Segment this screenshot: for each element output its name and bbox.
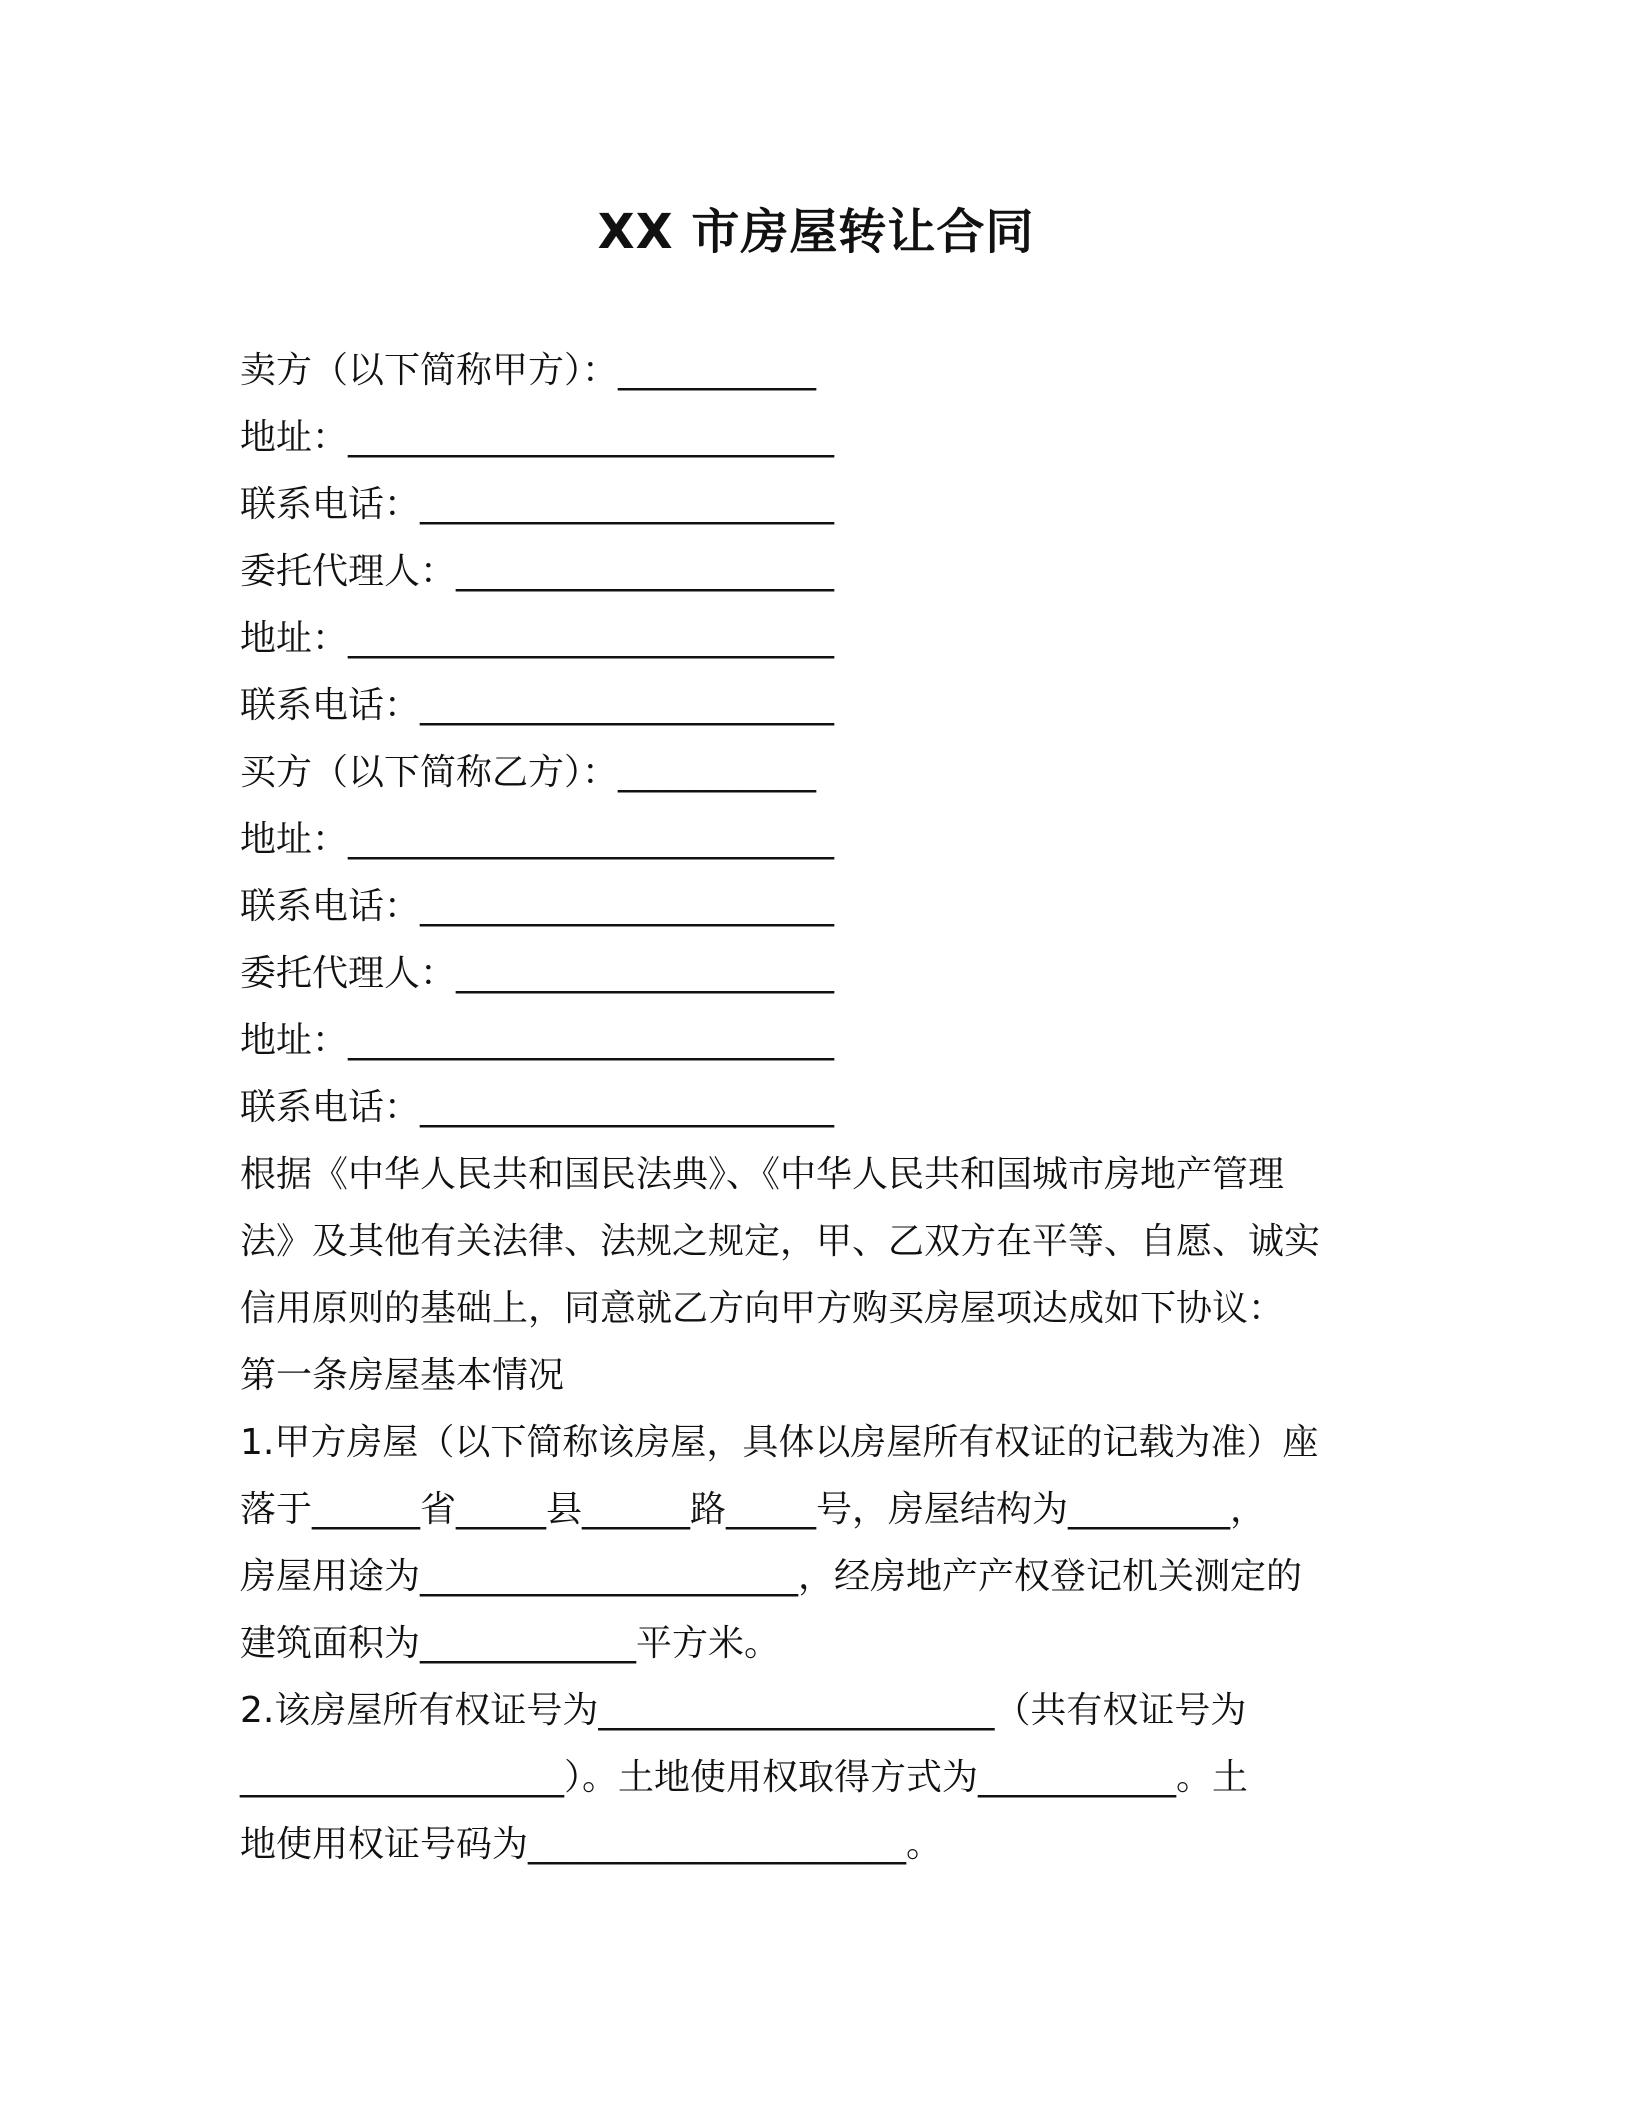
- seller-address-line: 地址：___________________________: [240, 417, 835, 458]
- preamble-line-1: 根据《中华人民共和国民法典》、《中华人民共和国城市房地产管理: [240, 1154, 1285, 1195]
- seller-agent-address-line: 地址：___________________________: [240, 618, 835, 659]
- article-1-heading: 第一条房屋基本情况: [240, 1355, 565, 1396]
- preamble-line-3: 信用原则的基础上，同意就乙方向甲方购买房屋项达成如下协议：: [240, 1288, 1285, 1329]
- document-content: [240, 337, 1400, 1878]
- seller-agent-line: 委托代理人：_____________________: [240, 551, 835, 592]
- buyer-agent-phone-line: 联系电话：_______________________: [240, 1087, 835, 1128]
- preamble-line-2: 法》及其他有关法律、法规之规定，甲、乙双方在平等、自愿、诚实: [240, 1221, 1321, 1262]
- document-title: XX 市房屋转让合同: [597, 204, 1035, 260]
- article-1-item-1-line-1: 1.甲方房屋（以下简称该房屋，具体以房屋所有权证的记载为准）座: [240, 1422, 1319, 1463]
- article-1-item-2-line-1: 2.该房屋所有权证号为______________________（共有权证号为: [240, 1690, 1247, 1731]
- article-1-item-2-line-2: __________________）。土地使用权取得方式为___________。土: [240, 1757, 1249, 1798]
- seller-phone-line: 联系电话：_______________________: [240, 484, 835, 525]
- buyer-phone-line: 联系电话：_______________________: [240, 886, 835, 927]
- article-1-item-1-line-4: 建筑面积为____________平方米。: [240, 1623, 781, 1664]
- article-1-item-1-line-2: 落于______省_____县______路_____号，房屋结构为_________，: [240, 1489, 1267, 1530]
- buyer-agent-address-line: 地址：___________________________: [240, 1020, 835, 1061]
- buyer-agent-line: 委托代理人：_____________________: [240, 953, 835, 994]
- buyer-line: 买方（以下简称乙方）：___________: [240, 752, 817, 793]
- article-1-item-1-line-3: 房屋用途为_____________________，经房地产产权登记机关测定的: [240, 1556, 1303, 1597]
- article-1-item-2-line-3: 地使用权证号码为_____________________。: [240, 1824, 943, 1865]
- seller-line: 卖方（以下简称甲方）：___________: [240, 350, 817, 391]
- buyer-address-line: 地址：___________________________: [240, 819, 835, 860]
- seller-agent-phone-line: 联系电话：_______________________: [240, 685, 835, 726]
